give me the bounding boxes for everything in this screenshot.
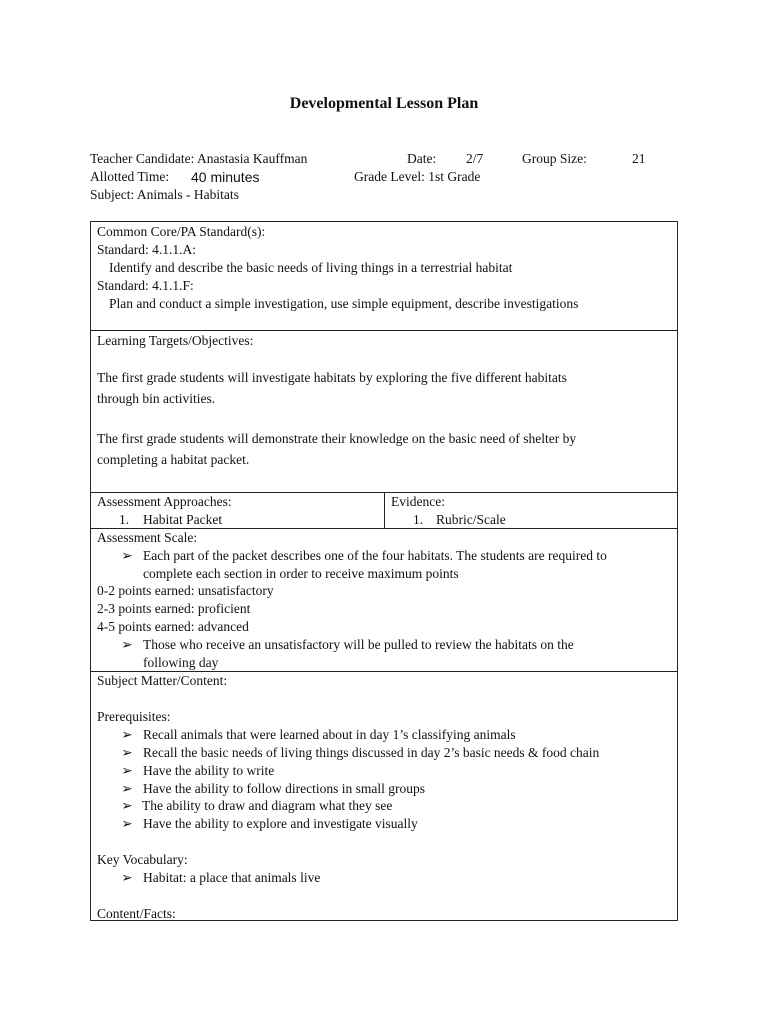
assessment-scale-section [91, 528, 677, 671]
objective-text: through bin activities. [97, 391, 216, 406]
scale-bullet-text: Each part of the packet describes one of the four habitats. The students are required to [143, 548, 607, 563]
lesson-table [90, 221, 678, 921]
arrow-bullet-icon: ➢ [121, 763, 133, 778]
standards-section [91, 222, 677, 330]
approach-item: Habitat Packet [143, 512, 223, 527]
grade-level [354, 168, 480, 186]
subject-matter-section [91, 671, 677, 920]
arrow-bullet-icon: ➢ [121, 870, 133, 885]
grade-level-label: Grade Level: [354, 169, 425, 184]
objectives-section [91, 330, 677, 492]
assessment-approaches-heading: Assessment Approaches: [97, 494, 232, 509]
assessment-section [91, 492, 677, 528]
group-size-value: 21 [632, 151, 646, 166]
prerequisite-item: Recall animals that were learned about in day 1’s classifying animals [143, 727, 516, 742]
vocabulary-item: Habitat: a place that animals live [143, 870, 321, 885]
allotted-time-value: 40 minutes [191, 169, 260, 185]
column-divider [384, 493, 385, 528]
standard-description: Identify and describe the basic needs of living things in a terrestrial habitat [109, 260, 513, 275]
arrow-bullet-icon: ➢ [121, 548, 133, 563]
arrow-bullet-icon: ➢ [121, 798, 133, 813]
date-value: 2/7 [466, 151, 484, 166]
vocabulary-heading: Key Vocabulary: [97, 852, 188, 867]
subject-label-text: Subject: [90, 187, 135, 202]
scale-heading: Assessment Scale: [97, 530, 198, 545]
teacher-candidate [90, 150, 307, 168]
prerequisite-item: Recall the basic needs of living things discussed in day 2’s basic needs & food chain [143, 745, 600, 760]
scale-bullet-text: complete each section in order to receive maximum points [143, 566, 459, 581]
arrow-bullet-icon: ➢ [121, 816, 133, 831]
content-facts-heading: Content/Facts: [97, 906, 176, 921]
prerequisite-item: Have the ability to follow directions in small groups [143, 781, 425, 796]
scale-level: 2-3 points earned: proficient [97, 601, 251, 616]
prerequisite-item: The ability to draw and diagram what they see [142, 798, 393, 813]
document-title: Developmental Lesson Plan [289, 95, 479, 112]
scale-bullet-text: Those who receive an unsatisfactory will be pulled to review the habitats on the [143, 637, 574, 652]
arrow-bullet-icon: ➢ [121, 637, 133, 652]
grade-level-value: 1st Grade [428, 169, 481, 184]
scale-level: 4-5 points earned: advanced [97, 619, 249, 634]
prerequisite-item: Have the ability to write [143, 763, 275, 778]
arrow-bullet-icon: ➢ [121, 727, 133, 742]
arrow-bullet-icon: ➢ [121, 781, 133, 796]
teacher-value: Anastasia Kauffman [197, 151, 308, 166]
arrow-bullet-icon: ➢ [121, 745, 133, 760]
objective-text: The first grade students will investigate habitats by exploring the five different habitats [97, 370, 567, 385]
prerequisites-heading: Prerequisites: [97, 709, 171, 724]
allotted-time-label: Allotted Time: [90, 169, 170, 184]
subject-value: Animals - Habitats [136, 187, 239, 202]
scale-level: 0-2 points earned: unsatisfactory [97, 583, 274, 598]
evidence-heading: Evidence: [391, 494, 445, 509]
teacher-label: Teacher Candidate: [90, 151, 195, 166]
standard-code: Standard: 4.1.1.F: [97, 278, 194, 293]
subject [90, 186, 239, 204]
approach-number: 1. [119, 512, 130, 527]
subject-matter-heading: Subject Matter/Content: [97, 673, 228, 688]
date-label: Date: [407, 151, 437, 166]
objective-text: completing a habitat packet. [97, 452, 250, 467]
group-size-label: Group Size: [522, 151, 587, 166]
objectives-heading: Learning Targets/Objectives: [97, 333, 254, 348]
scale-bullet-text: following day [143, 655, 219, 670]
standard-code: Standard: 4.1.1.A: [97, 242, 196, 257]
standard-description: Plan and conduct a simple investigation, use simple equipment, describe investigations [109, 296, 579, 311]
prerequisite-item: Have the ability to explore and investigate visually [143, 816, 418, 831]
standards-heading: Common Core/PA Standard(s): [97, 224, 266, 239]
objective-text: The first grade students will demonstrate their knowledge on the basic need of shelter by [97, 431, 577, 446]
evidence-item: Rubric/Scale [436, 512, 506, 527]
evidence-number: 1. [413, 512, 424, 527]
